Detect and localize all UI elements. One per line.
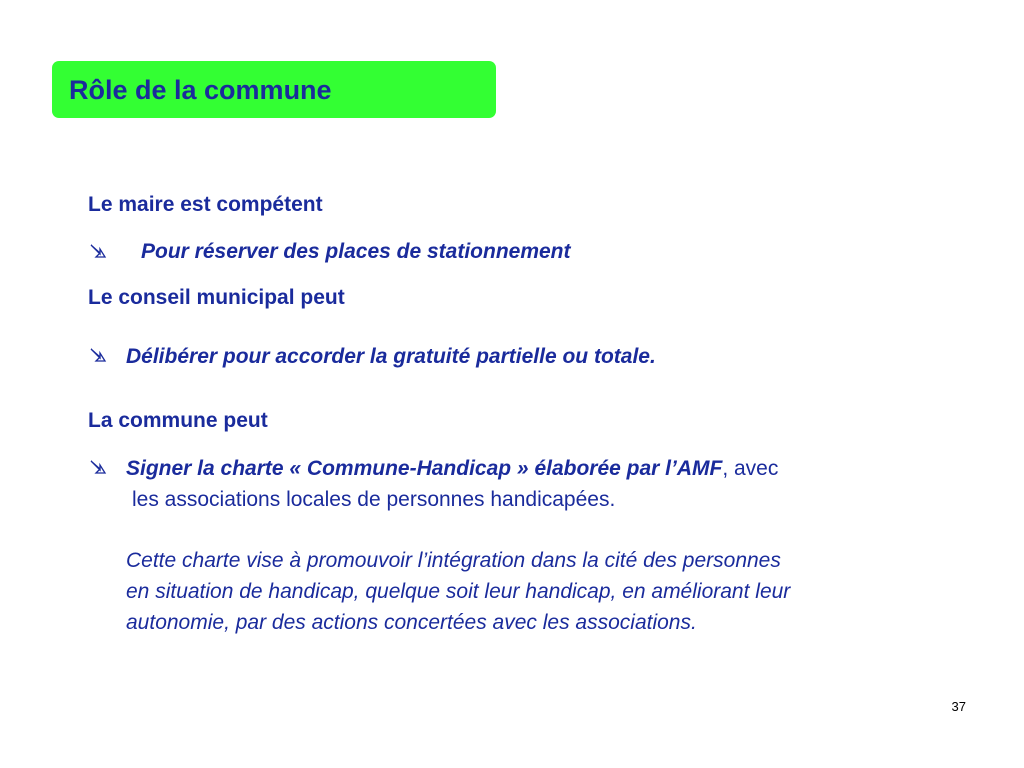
mayor-heading: Le maire est compétent — [88, 193, 323, 216]
charter-note-line2: en situation de handicap, quelque soit leur handicap, en améliorant leur — [126, 580, 791, 603]
mayor-bullet: Pour réserver des places de stationnement — [141, 240, 571, 263]
commune-bullet-emphasis: Signer la charte « Commune-Handicap » élaborée par l’AMF — [126, 457, 723, 480]
commune-bullet — [126, 456, 778, 481]
title-banner — [52, 61, 496, 118]
hollow-arrow-right-icon — [88, 241, 108, 261]
commune-heading: La commune peut — [88, 409, 268, 432]
commune-bullet-line2: les associations locales de personnes handicapées. — [132, 488, 616, 511]
council-bullet: Délibérer pour accorder la gratuité partielle ou totale. — [126, 345, 656, 368]
hollow-arrow-right-icon — [88, 345, 108, 365]
council-heading: Le conseil municipal peut — [88, 286, 345, 309]
page-number: 37 — [951, 699, 966, 714]
commune-bullet-rest: , avec — [722, 457, 779, 480]
charter-note-line1: Cette charte vise à promouvoir l’intégration dans la cité des personnes — [126, 549, 781, 572]
charter-note-line3: autonomie, par des actions concertées avec les associations. — [126, 611, 697, 634]
hollow-arrow-right-icon — [88, 457, 108, 477]
slide-title: Rôle de la commune — [69, 75, 332, 105]
